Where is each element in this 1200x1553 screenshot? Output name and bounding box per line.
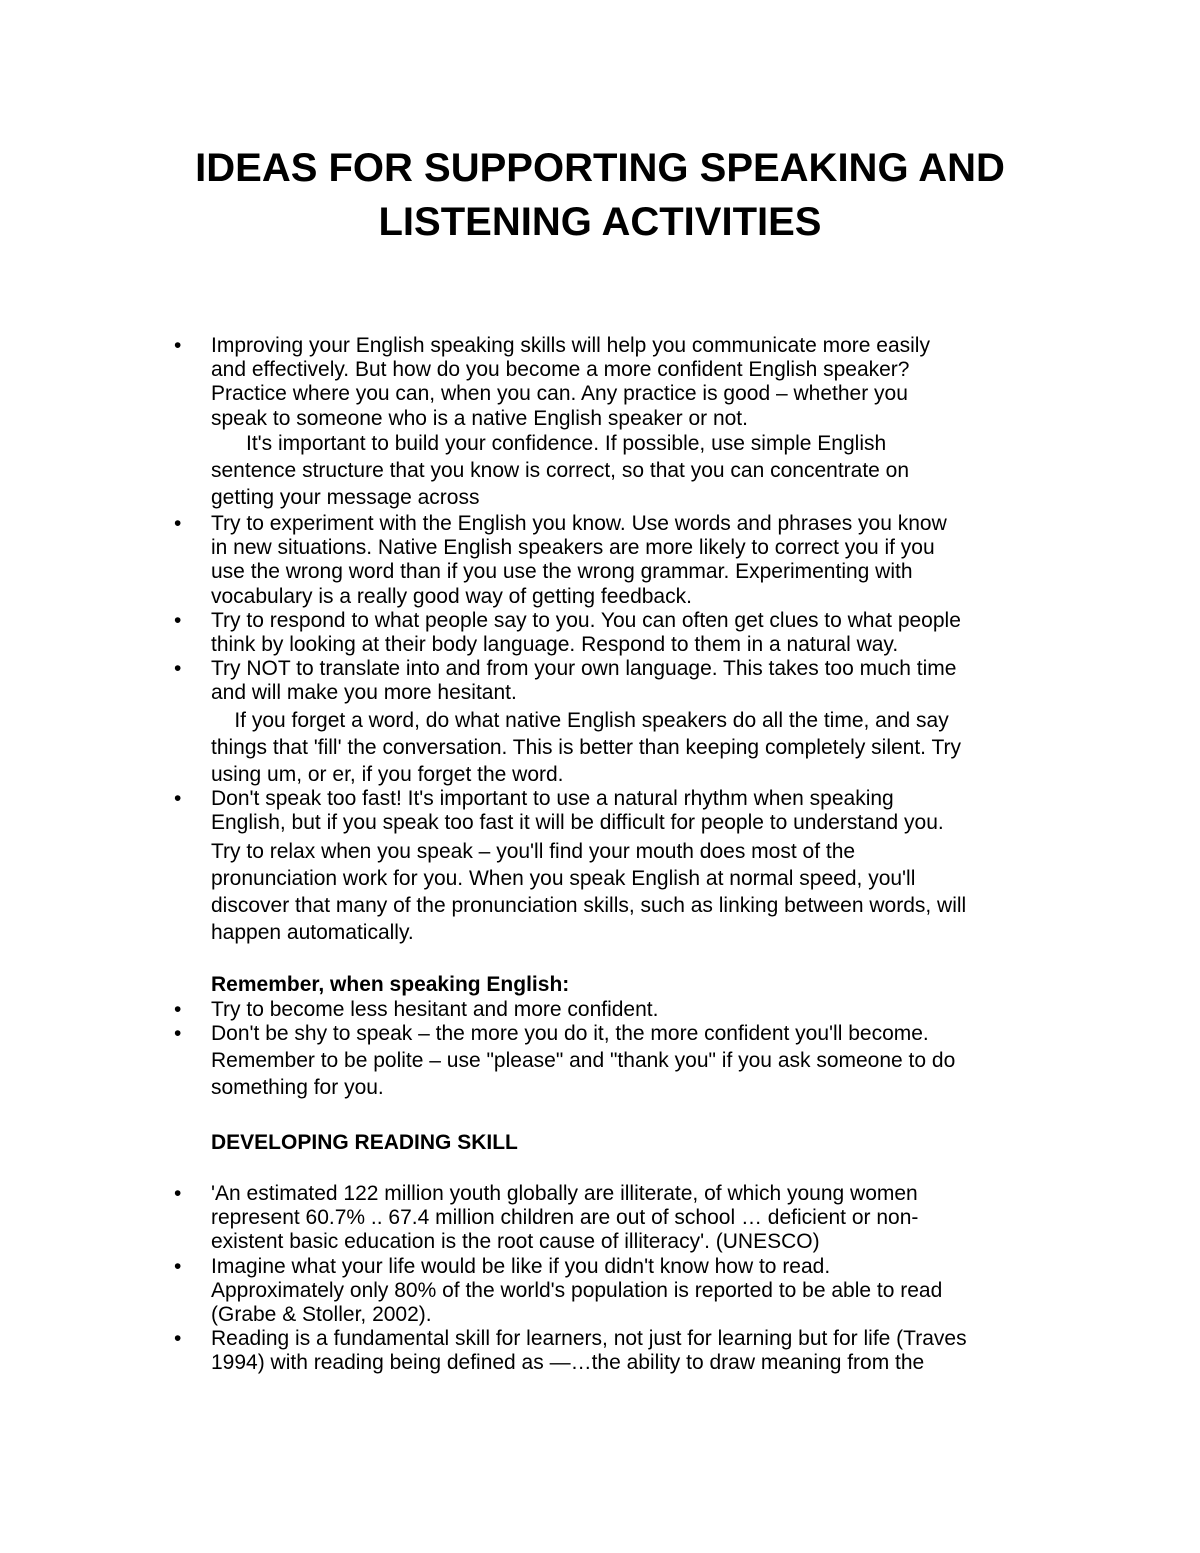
paragraph-confidence: Improving your English speaking skills will help you communicate more easily and effectively. But how do you become a more confident English speaker? Practice where you can, when you can. Any practice is good – whether you speak to someone who is a native English speaker or not.: [211, 334, 930, 430]
bullet-glyph: •: [174, 1022, 182, 1045]
bullet-glyph: •: [174, 334, 182, 357]
remember-heading: Remember, when speaking English:: [211, 973, 570, 996]
note-build-confidence: It's important to build your confidence. If possible, use simple English sentence structure that you know is correct, so that you can concentrate on getting your message across: [211, 432, 910, 509]
reading-item-unesco: 'An estimated 122 million youth globally are illiterate, of which young women represent 60.7% .. 67.4 million children are out of school … deficient or non- existent basic education is the root cause of illiteracy'. (UNESCO): [211, 1182, 919, 1254]
bullet-glyph: •: [174, 998, 182, 1021]
bullet-glyph: •: [174, 512, 182, 535]
paragraph-speed: Don't speak too fast! It's important to use a natural rhythm when speaking English, but if you speak too fast it will be difficult for people to understand you.: [211, 787, 944, 835]
reading-heading: DEVELOPING READING SKILL: [211, 1131, 518, 1154]
reading-item-fundamental: Reading is a fundamental skill for learners, not just for learning but for life (Traves 1994) with reading being defined as ―…the ability to draw meaning from the: [211, 1327, 967, 1375]
note-forget-word: If you forget a word, do what native English speakers do all the time, and say things that 'fill' the conversation. This is better than keeping completely silent. Try using um, or er, if you forget the word.: [211, 709, 962, 786]
bullet-glyph: •: [174, 1182, 182, 1205]
reading-item-imagine: Imagine what your life would be like if you didn't know how to read. Approximately only 80% of the world's population is reported to be able to read (Grabe & Stoller, 2002).: [211, 1255, 943, 1327]
remember-item-hesitant: Try to become less hesitant and more confident.: [211, 998, 659, 1021]
bullet-glyph: •: [174, 787, 182, 810]
paragraph-experiment: Try to experiment with the English you know. Use words and phrases you know in new situations. Native English speakers are more likely to correct you if you use the wrong word than if you use the wrong grammar. Experimenting with vocabulary is a really good way of getting feedback.: [211, 512, 947, 608]
remember-item-shy: Don't be shy to speak – the more you do it, the more confident you'll become.: [211, 1022, 929, 1045]
bullet-glyph: •: [174, 657, 182, 680]
page-title-line-2: LISTENING ACTIVITIES: [378, 200, 822, 244]
note-polite: Remember to be polite – use "please" and "thank you" if you ask someone to do something for you.: [211, 1049, 956, 1099]
bullet-glyph: •: [174, 1255, 182, 1278]
note-relax: Try to relax when you speak – you'll find your mouth does most of the pronunciation work for you. When you speak English at normal speed, you'll discover that many of the pronunciation skills, such as linking between words, will happen automatically.: [211, 840, 967, 944]
paragraph-translate: Try NOT to translate into and from your own language. This takes too much time and will make you more hesitant.: [211, 657, 957, 705]
bullet-glyph: •: [174, 609, 182, 632]
bullet-glyph: •: [174, 1327, 182, 1350]
paragraph-respond: Try to respond to what people say to you. You can often get clues to what people think by looking at their body language. Respond to them in a natural way.: [211, 609, 961, 657]
page-title-line-1: IDEAS FOR SUPPORTING SPEAKING AND: [195, 146, 1005, 190]
